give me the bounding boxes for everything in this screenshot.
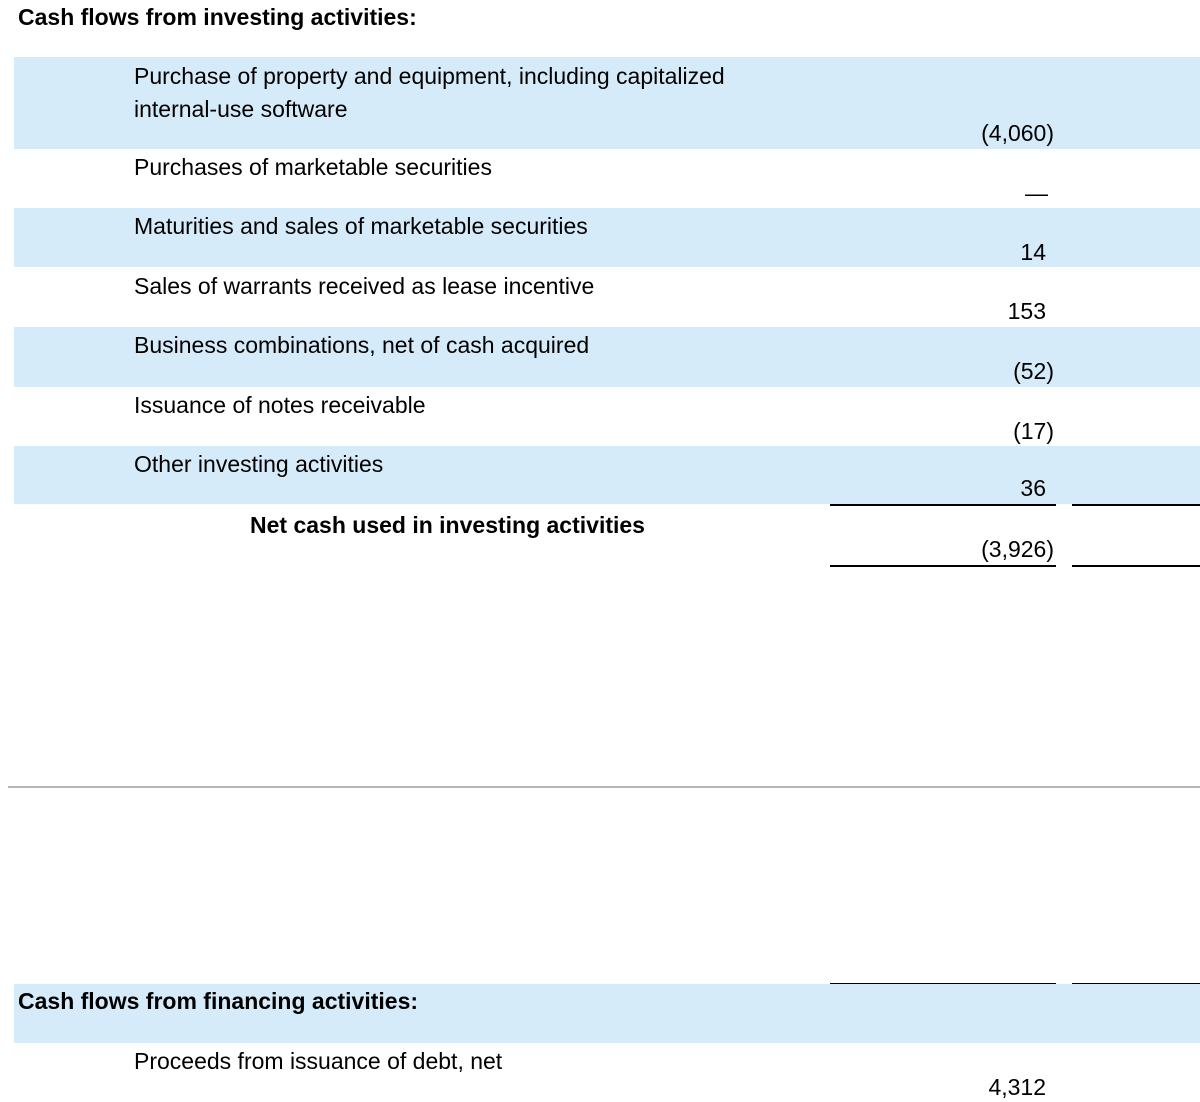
investing-total-value: (3,926) [981, 536, 1054, 562]
row-label: Other investing activities [134, 451, 384, 477]
row-value: 14 [1020, 239, 1046, 265]
row-value: (52) [1013, 358, 1054, 384]
table-row [14, 57, 1200, 149]
row-label: Business combinations, net of cash acquired [134, 332, 590, 358]
row-label: Maturities and sales of marketable securities [134, 213, 588, 239]
row-label-continued: internal-use software [134, 96, 348, 122]
row-value: 36 [1020, 475, 1046, 501]
table-row [14, 387, 1200, 446]
investing-total-label: Net cash used in investing activities [250, 512, 645, 538]
row-value: — [1025, 180, 1048, 206]
subtotal-rule-prior-year [1072, 504, 1200, 506]
section-header-row [14, 984, 1200, 1043]
table-row [14, 1043, 1200, 1102]
table-row [14, 208, 1200, 267]
page-divider [8, 786, 1200, 788]
financing-section-title: Cash flows from financing activities: [18, 988, 419, 1014]
total-rule [830, 565, 1056, 567]
row-label: Purchase of property and equipment, including capitalized [134, 63, 725, 89]
row-value: (17) [1013, 418, 1054, 444]
table-row [14, 327, 1200, 387]
table-row [14, 267, 1200, 327]
row-label: Sales of warrants received as lease incentive [134, 273, 595, 299]
row-label: Issuance of notes receivable [134, 392, 426, 418]
row-label: Purchases of marketable securities [134, 154, 492, 180]
table-row [14, 446, 1200, 504]
row-value: 153 [1007, 298, 1046, 324]
row-value: 4,312 [988, 1074, 1046, 1100]
total-rule-prior-year [1072, 565, 1200, 567]
subtotal-rule [830, 504, 1056, 506]
row-label: Proceeds from issuance of debt, net [134, 1048, 503, 1074]
table-row [14, 149, 1200, 208]
row-value: (4,060) [981, 120, 1054, 146]
investing-section-title: Cash flows from investing activities: [18, 4, 417, 30]
